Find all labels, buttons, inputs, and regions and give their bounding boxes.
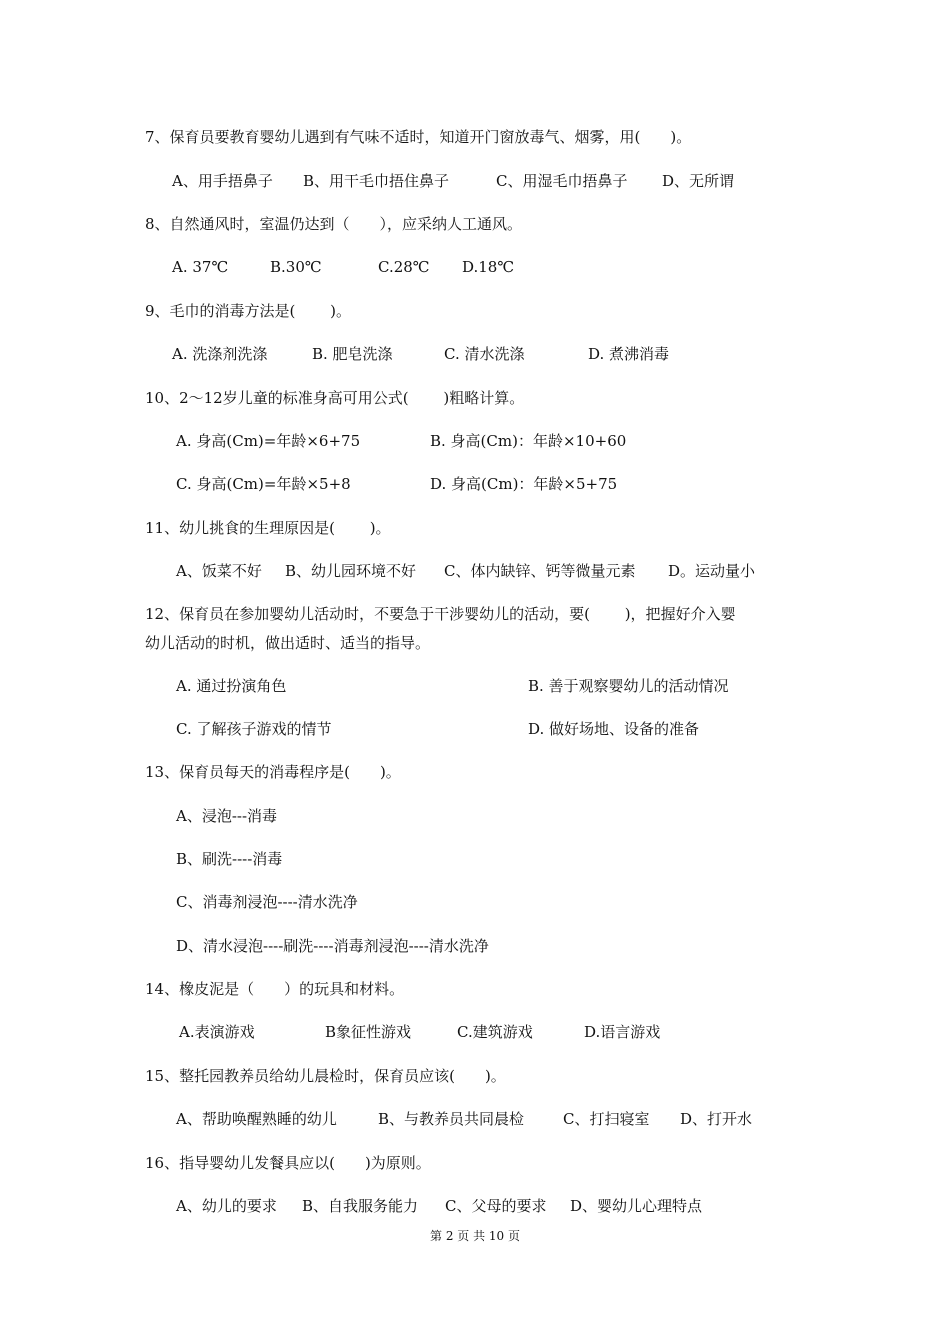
option-15d: D、打开水 [680,1110,753,1128]
option-15b: B、与教养员共同晨检 [378,1110,525,1128]
option-14c: C.建筑游戏 [457,1023,533,1041]
option-7d: D、无所谓 [662,172,735,190]
question-15-stem: 15、整托园教养员给幼儿晨检时，保育员应该( )。 [145,1067,506,1085]
option-8d: D.18℃ [462,258,515,276]
option-14d: D.语言游戏 [584,1023,661,1041]
option-10c: C. 身高(Cm)=年龄×5+8 [176,475,351,493]
option-9c: C. 清水洗涤 [444,345,525,363]
question-16-stem: 16、指导婴幼儿发餐具应以( )为原则。 [145,1154,431,1172]
option-11c: C、体内缺锌、钙等微量元素 [444,562,636,580]
option-7a: A、用手捂鼻子 [172,172,273,190]
option-8c: C.28℃ [378,258,430,276]
question-9-stem: 9、毛巾的消毒方法是( )。 [145,302,352,320]
option-11d: D。运动量小 [668,562,756,580]
question-8-stem: 8、自然通风时，室温仍达到（ ），应采纳人工通风。 [145,215,523,233]
option-16b: B、自我服务能力 [302,1197,419,1215]
page-footer: 第 2 页 共 10 页 [430,1229,520,1243]
question-12-stem: 12、保育员在参加婴幼儿活动时，不要急于干涉婴幼儿的活动，要( )，把握好介入婴 [145,605,736,623]
option-8b: B.30℃ [270,258,322,276]
option-11b: B、幼儿园环境不好 [285,562,417,580]
option-13a: A、浸泡---消毒 [176,807,278,825]
question-7-stem: 7、保育员要教育婴幼儿遇到有气味不适时，知道开门窗放毒气、烟雾，用( )。 [145,128,692,146]
option-15c: C、打扫寝室 [563,1110,650,1128]
option-13d: D、清水浸泡----刷洗----消毒剂浸泡----清水洗净 [176,937,489,955]
option-10d: D. 身高(Cm)：年龄×5+75 [430,475,618,493]
option-16c: C、父母的要求 [445,1197,547,1215]
option-15a: A、帮助唤醒熟睡的幼儿 [176,1110,337,1128]
option-13c: C、消毒剂浸泡----清水洗净 [176,893,358,911]
option-9d: D. 煮沸消毒 [588,345,670,363]
option-7c: C、用湿毛巾捂鼻子 [496,172,628,190]
option-16a: A、幼儿的要求 [176,1197,277,1215]
question-13-stem: 13、保育员每天的消毒程序是( )。 [145,763,401,781]
option-7b: B、用干毛巾捂住鼻子 [303,172,450,190]
question-14-stem: 14、橡皮泥是（ ）的玩具和材料。 [145,980,405,998]
question-12-stem-continued: 幼儿活动的时机，做出适时、适当的指导。 [145,634,431,652]
option-13b: B、刷洗----消毒 [176,850,283,868]
question-11-stem: 11、幼儿挑食的生理原因是( )。 [145,519,391,537]
option-8a: A. 37℃ [172,258,229,276]
question-10-stem: 10、2～12岁儿童的标准身高可用公式( )粗略计算。 [145,389,525,407]
option-9a: A. 洗涤剂洗涤 [172,345,268,363]
option-12d: D. 做好场地、设备的准备 [528,720,700,738]
option-10b: B. 身高(Cm)：年龄×10+60 [430,432,627,450]
option-14b: B象征性游戏 [325,1023,412,1041]
option-16d: D、婴幼儿心理特点 [570,1197,703,1215]
option-11a: A、饭菜不好 [176,562,262,580]
option-12c: C. 了解孩子游戏的情节 [176,720,332,738]
option-10a: A. 身高(Cm)=年龄×6+75 [176,432,361,450]
option-12a: A. 通过扮演角色 [176,677,287,695]
option-14a: A.表演游戏 [179,1023,255,1041]
option-9b: B. 肥皂洗涤 [312,345,393,363]
option-12b: B. 善于观察婴幼儿的活动情况 [528,677,729,695]
